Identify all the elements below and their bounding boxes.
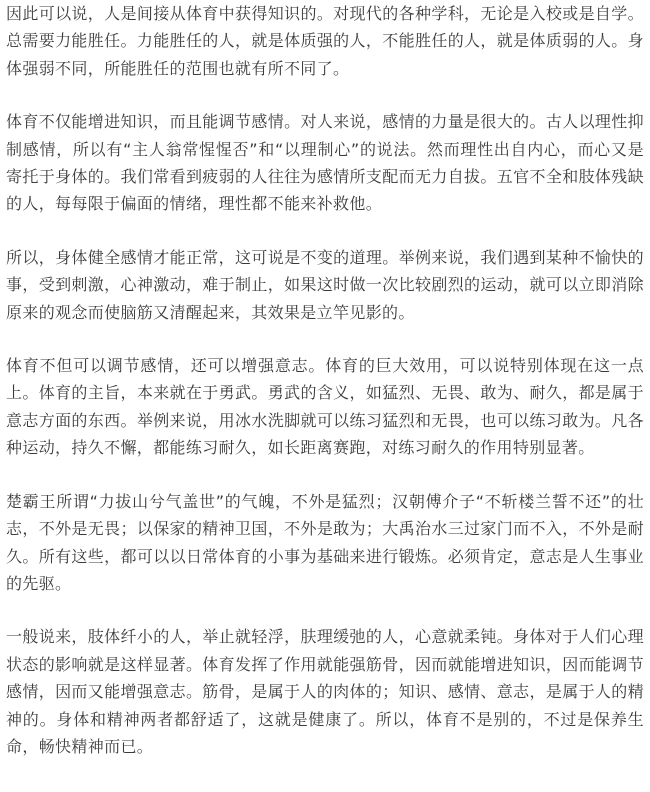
paragraph-spacer [6, 326, 644, 352]
paragraph-3: 所以，身体健全感情才能正常，这可说是不变的道理。举例来说，我们遇到某种不愉快的事，受到刺激，心神激动，难于制止，如果这时做一次比较剧烈的运动，就可以立即消除原来的观念而使脑筋又清醒起来，其效果是立竿见影的。 [6, 247, 644, 322]
paragraph-2: 体育不仅能增进知识，而且能调节感情。对人来说，感情的力量是很大的。古人以理性抑制感情，所以有“主人翁常惺惺否”和“以理制心”的说法。然而理性出自内心，而心又是寄托于身体的。我们常看到疲弱的人往往为感情所支配而无力自拔。五官不全和肢体残缺的人，每每限于偏面的情绪，理性都不能来补救他。 [6, 112, 644, 214]
paragraph-6: 一般说来，肢体纤小的人，举止就轻浮，肤理缓弛的人，心意就柔钝。身体对于人们心理状态的影响就是这样显著。体育发挥了作用就能强筋骨，因而就能增进知识，因而能调节感情，因而又能增强意志。筋骨，是属于人的肉体的；知识、感情、意志，是属于人的精神的。身体和精神两者都舒适了，这就是健康了。所以，体育不是别的，不过是保养生命，畅快精神而已。 [6, 627, 644, 756]
article-body [6, 0, 644, 760]
paragraph-5: 楚霸王所谓“力拔山兮气盖世”的气魄，不外是猛烈；汉朝傅介子“不斩楼兰誓不还”的壮志，不外是无畏；以保家的精神卫国，不外是敢为；大禹治水三过家门而不入，不外是耐久。所有这些，都可以以日常体育的小事为基础来进行锻炼。必须肯定，意志是人生事业的先驱。 [6, 491, 644, 593]
paragraph-1: 因此可以说，人是间接从体育中获得知识的。对现代的各种学科，无论是入校或是自学。总需要力能胜任。力能胜任的人，就是体质强的人，不能胜任的人，就是体质弱的人。身体强弱不同，所能胜任的范围也就有所不同了。 [6, 4, 644, 78]
paragraph-4: 体育不但可以调节感情，还可以增强意志。体育的巨大效用，可以说特别体现在这一点上。体育的主旨，本来就在于勇武。勇武的含义，如猛烈、无畏、敢为、耐久，都是属于意志方面的东西。举例来说，用冰水洗脚就可以练习猛烈和无畏，也可以练习敢为。凡各种运动，持久不懈，都能练习耐久，如长距离赛跑，对练习耐久的作用特别显著。 [6, 356, 644, 458]
paragraph-spacer [6, 597, 644, 623]
paragraph-spacer [6, 462, 644, 488]
paragraph-spacer [6, 218, 644, 244]
paragraph-spacer [6, 82, 644, 108]
